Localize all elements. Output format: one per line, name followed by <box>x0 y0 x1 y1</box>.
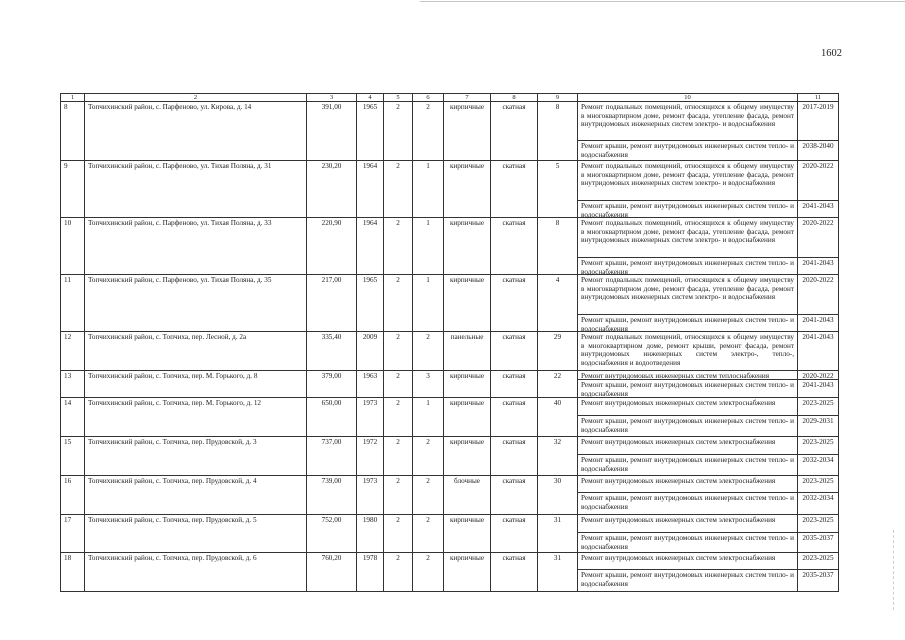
col5-cell: 2 <box>384 515 413 553</box>
period-cell: 2020-2022 <box>798 161 839 201</box>
year-cell: 1973 <box>357 398 384 437</box>
row-number: 18 <box>61 553 85 592</box>
works-cell: Ремонт подвальных помещений, относящихся к общему имуществу в многоквартирном доме, ремонт фасада, утепление фасада, ремонт внутридомовых инженерных систем электро- и водоснабжения <box>578 275 798 315</box>
col5-cell: 2 <box>384 437 413 476</box>
material-cell: кирпичные <box>444 398 491 437</box>
header-cell: 3 <box>307 94 357 102</box>
year-cell: 1965 <box>357 275 384 332</box>
area-cell: 737,00 <box>307 437 357 476</box>
year-cell: 1980 <box>357 515 384 553</box>
header-cell: 4 <box>357 94 384 102</box>
col6-cell: 2 <box>413 102 444 161</box>
row-number: 17 <box>61 515 85 553</box>
period-cell: 2035-2037 <box>798 570 839 592</box>
period-cell: 2020-2022 <box>798 371 839 380</box>
col5-cell: 2 <box>384 476 413 515</box>
col9-cell: 8 <box>538 102 578 161</box>
roof-cell: скатная <box>491 161 538 218</box>
year-cell: 1973 <box>357 476 384 515</box>
year-cell: 1978 <box>357 553 384 592</box>
row-number: 15 <box>61 437 85 476</box>
material-cell: кирпичные <box>444 102 491 161</box>
header-cell: 5 <box>384 94 413 102</box>
col5-cell: 2 <box>384 275 413 332</box>
col9-cell: 31 <box>538 515 578 553</box>
page-number: 1602 <box>821 48 842 59</box>
header-cell: 7 <box>444 94 491 102</box>
data-table <box>60 93 839 592</box>
header-cell: 6 <box>413 94 444 102</box>
period-cell: 2038-2040 <box>798 141 839 161</box>
roof-cell: скатная <box>491 553 538 592</box>
roof-cell: скатная <box>491 218 538 275</box>
area-cell: 760,20 <box>307 553 357 592</box>
period-cell: 2041-2043 <box>798 315 839 332</box>
year-cell: 1964 <box>357 218 384 275</box>
col5-cell: 2 <box>384 218 413 275</box>
scan-edge-line <box>420 1 905 2</box>
col6-cell: 2 <box>413 437 444 476</box>
header-cell: 11 <box>798 94 839 102</box>
roof-cell: скатная <box>491 398 538 437</box>
works-cell: Ремонт крыши, ремонт внутридомовых инженерных систем тепло- и водоснабжения <box>578 533 798 553</box>
works-cell: Ремонт внутридомовых инженерных систем электроснабжения <box>578 515 798 533</box>
roof-cell: скатная <box>491 102 538 161</box>
area-cell: 739,00 <box>307 476 357 515</box>
works-cell: Ремонт крыши, ремонт внутридомовых инженерных систем тепло- и водоснабжения <box>578 416 798 437</box>
period-cell: 2020-2022 <box>798 275 839 315</box>
col9-cell: 5 <box>538 161 578 218</box>
year-cell: 1965 <box>357 102 384 161</box>
col6-cell: 2 <box>413 476 444 515</box>
col9-cell: 4 <box>538 275 578 332</box>
address-cell: Топчихинский район, с. Топчиха, пер. Лесной, д. 2а <box>85 332 307 371</box>
address-cell: Топчихинский район, с. Парфеново, ул. Тихая Поляна, д. 31 <box>85 161 307 218</box>
col6-cell: 3 <box>413 371 444 398</box>
row-number: 13 <box>61 371 85 398</box>
works-cell: Ремонт внутридомовых инженерных систем теплоснабжения <box>578 371 798 380</box>
works-cell: Ремонт подвальных помещений, относящихся к общему имуществу в многоквартирном доме, ремонт фасада, утепление фасада, ремонт внутридомовых инженерных систем электро- и водоснабжения <box>578 161 798 201</box>
period-cell: 2035-2037 <box>798 533 839 553</box>
period-cell: 2023-2025 <box>798 437 839 455</box>
period-cell: 2029-2031 <box>798 416 839 437</box>
area-cell: 230,20 <box>307 161 357 218</box>
works-cell: Ремонт подвальных помещений, относящихся к общему имуществу в многоквартирном доме, ремонт крыши, ремонт фасада, ремонт внутридомовых инженерных систем электро-, тепло-, водоснабжения и водоотведения <box>578 332 798 371</box>
header-cell: 2 <box>85 94 307 102</box>
row-number: 8 <box>61 102 85 161</box>
roof-cell: скатная <box>491 515 538 553</box>
works-cell: Ремонт крыши, ремонт внутридомовых инженерных систем тепло- и водоснабжения <box>578 380 798 398</box>
roof-cell: скатная <box>491 476 538 515</box>
period-cell: 2023-2025 <box>798 515 839 533</box>
address-cell: Топчихинский район, с. Топчиха, пер. Прудовской, д. 6 <box>85 553 307 592</box>
material-cell: кирпичные <box>444 553 491 592</box>
period-cell: 2023-2025 <box>798 398 839 416</box>
period-cell: 2017-2019 <box>798 102 839 141</box>
roof-cell: скатная <box>491 437 538 476</box>
row-number: 11 <box>61 275 85 332</box>
works-cell: Ремонт крыши, ремонт внутридомовых инженерных систем тепло- и водоснабжения <box>578 141 798 161</box>
col5-cell: 2 <box>384 398 413 437</box>
row-number: 12 <box>61 332 85 371</box>
year-cell: 1963 <box>357 371 384 398</box>
year-cell: 1964 <box>357 161 384 218</box>
works-cell: Ремонт крыши, ремонт внутридомовых инженерных систем тепло- и водоснабжения <box>578 258 798 275</box>
period-cell: 2020-2022 <box>798 218 839 258</box>
col5-cell: 2 <box>384 371 413 398</box>
col9-cell: 31 <box>538 553 578 592</box>
col6-cell: 1 <box>413 398 444 437</box>
col9-cell: 32 <box>538 437 578 476</box>
area-cell: 379,00 <box>307 371 357 398</box>
address-cell: Топчихинский район, с. Топчиха, пер. М. Горького, д. 8 <box>85 371 307 398</box>
col9-cell: 29 <box>538 332 578 371</box>
address-cell: Топчихинский район, с. Топчиха, пер. М. Горького, д. 12 <box>85 398 307 437</box>
address-cell: Топчихинский район, с. Парфеново, ул. Кирова, д. 14 <box>85 102 307 161</box>
col6-cell: 2 <box>413 553 444 592</box>
works-cell: Ремонт внутридомовых инженерных систем электроснабжения <box>578 437 798 455</box>
header-cell: 10 <box>578 94 798 102</box>
material-cell: блочные <box>444 476 491 515</box>
scan-side-marks <box>893 530 894 610</box>
address-cell: Топчихинский район, с. Топчиха, пер. Прудовской, д. 5 <box>85 515 307 553</box>
area-cell: 391,00 <box>307 102 357 161</box>
works-cell: Ремонт крыши, ремонт внутридомовых инженерных систем тепло- и водоснабжения <box>578 201 798 218</box>
col5-cell: 2 <box>384 161 413 218</box>
period-cell: 2041-2043 <box>798 258 839 275</box>
header-cell: 1 <box>61 94 85 102</box>
period-cell: 2032-2034 <box>798 455 839 476</box>
roof-cell: скатная <box>491 332 538 371</box>
period-cell: 2041-2043 <box>798 332 839 371</box>
col6-cell: 2 <box>413 332 444 371</box>
col5-cell: 2 <box>384 332 413 371</box>
col9-cell: 30 <box>538 476 578 515</box>
col9-cell: 22 <box>538 371 578 398</box>
col5-cell: 2 <box>384 553 413 592</box>
year-cell: 2009 <box>357 332 384 371</box>
works-cell: Ремонт крыши, ремонт внутридомовых инженерных систем тепло- и водоснабжения <box>578 315 798 332</box>
works-cell: Ремонт подвальных помещений, относящихся к общему имуществу в многоквартирном доме, ремонт фасада, утепление фасада, ремонт внутридомовых инженерных систем электро- и водоснабжения <box>578 218 798 258</box>
col9-cell: 8 <box>538 218 578 275</box>
row-number: 9 <box>61 161 85 218</box>
row-number: 10 <box>61 218 85 275</box>
row-number: 14 <box>61 398 85 437</box>
col5-cell: 2 <box>384 102 413 161</box>
period-cell: 2041-2043 <box>798 380 839 398</box>
material-cell: кирпичные <box>444 218 491 275</box>
works-cell: Ремонт крыши, ремонт внутридомовых инженерных систем тепло- и водоснабжения <box>578 493 798 515</box>
material-cell: кирпичные <box>444 437 491 476</box>
col6-cell: 1 <box>413 161 444 218</box>
material-cell: кирпичные <box>444 275 491 332</box>
col6-cell: 1 <box>413 218 444 275</box>
area-cell: 335,40 <box>307 332 357 371</box>
address-cell: Топчихинский район, с. Парфеново, ул. Тихая Поляна, д. 35 <box>85 275 307 332</box>
material-cell: кирпичные <box>444 371 491 398</box>
works-cell: Ремонт крыши, ремонт внутридомовых инженерных систем тепло- и водоснабжения <box>578 455 798 476</box>
period-cell: 2023-2025 <box>798 553 839 570</box>
roof-cell: скатная <box>491 275 538 332</box>
col6-cell: 2 <box>413 515 444 553</box>
works-cell: Ремонт внутридомовых инженерных систем электроснабжения <box>578 398 798 416</box>
row-number: 16 <box>61 476 85 515</box>
material-cell: кирпичные <box>444 161 491 218</box>
header-cell: 8 <box>491 94 538 102</box>
col9-cell: 40 <box>538 398 578 437</box>
period-cell: 2032-2034 <box>798 493 839 515</box>
area-cell: 217,00 <box>307 275 357 332</box>
material-cell: кирпичные <box>444 515 491 553</box>
works-cell: Ремонт крыши, ремонт внутридомовых инженерных систем тепло- и водоснабжения <box>578 570 798 592</box>
material-cell: панельные <box>444 332 491 371</box>
works-cell: Ремонт внутридомовых инженерных систем электроснабжения <box>578 476 798 493</box>
address-cell: Топчихинский район, с. Парфеново, ул. Тихая Поляна, д. 33 <box>85 218 307 275</box>
address-cell: Топчихинский район, с. Топчиха, пер. Прудовской, д. 4 <box>85 476 307 515</box>
header-cell: 9 <box>538 94 578 102</box>
works-cell: Ремонт подвальных помещений, относящихся к общему имуществу в многоквартирном доме, ремонт фасада, утепление фасада, ремонт внутридомовых инженерных систем электро- и водоснабжения <box>578 102 798 141</box>
period-cell: 2023-2025 <box>798 476 839 493</box>
area-cell: 220,90 <box>307 218 357 275</box>
roof-cell: скатная <box>491 371 538 398</box>
area-cell: 650,00 <box>307 398 357 437</box>
works-cell: Ремонт внутридомовых инженерных систем электроснабжения <box>578 553 798 570</box>
area-cell: 752,00 <box>307 515 357 553</box>
address-cell: Топчихинский район, с. Топчиха, пер. Прудовской, д. 3 <box>85 437 307 476</box>
col6-cell: 1 <box>413 275 444 332</box>
period-cell: 2041-2043 <box>798 201 839 218</box>
year-cell: 1972 <box>357 437 384 476</box>
